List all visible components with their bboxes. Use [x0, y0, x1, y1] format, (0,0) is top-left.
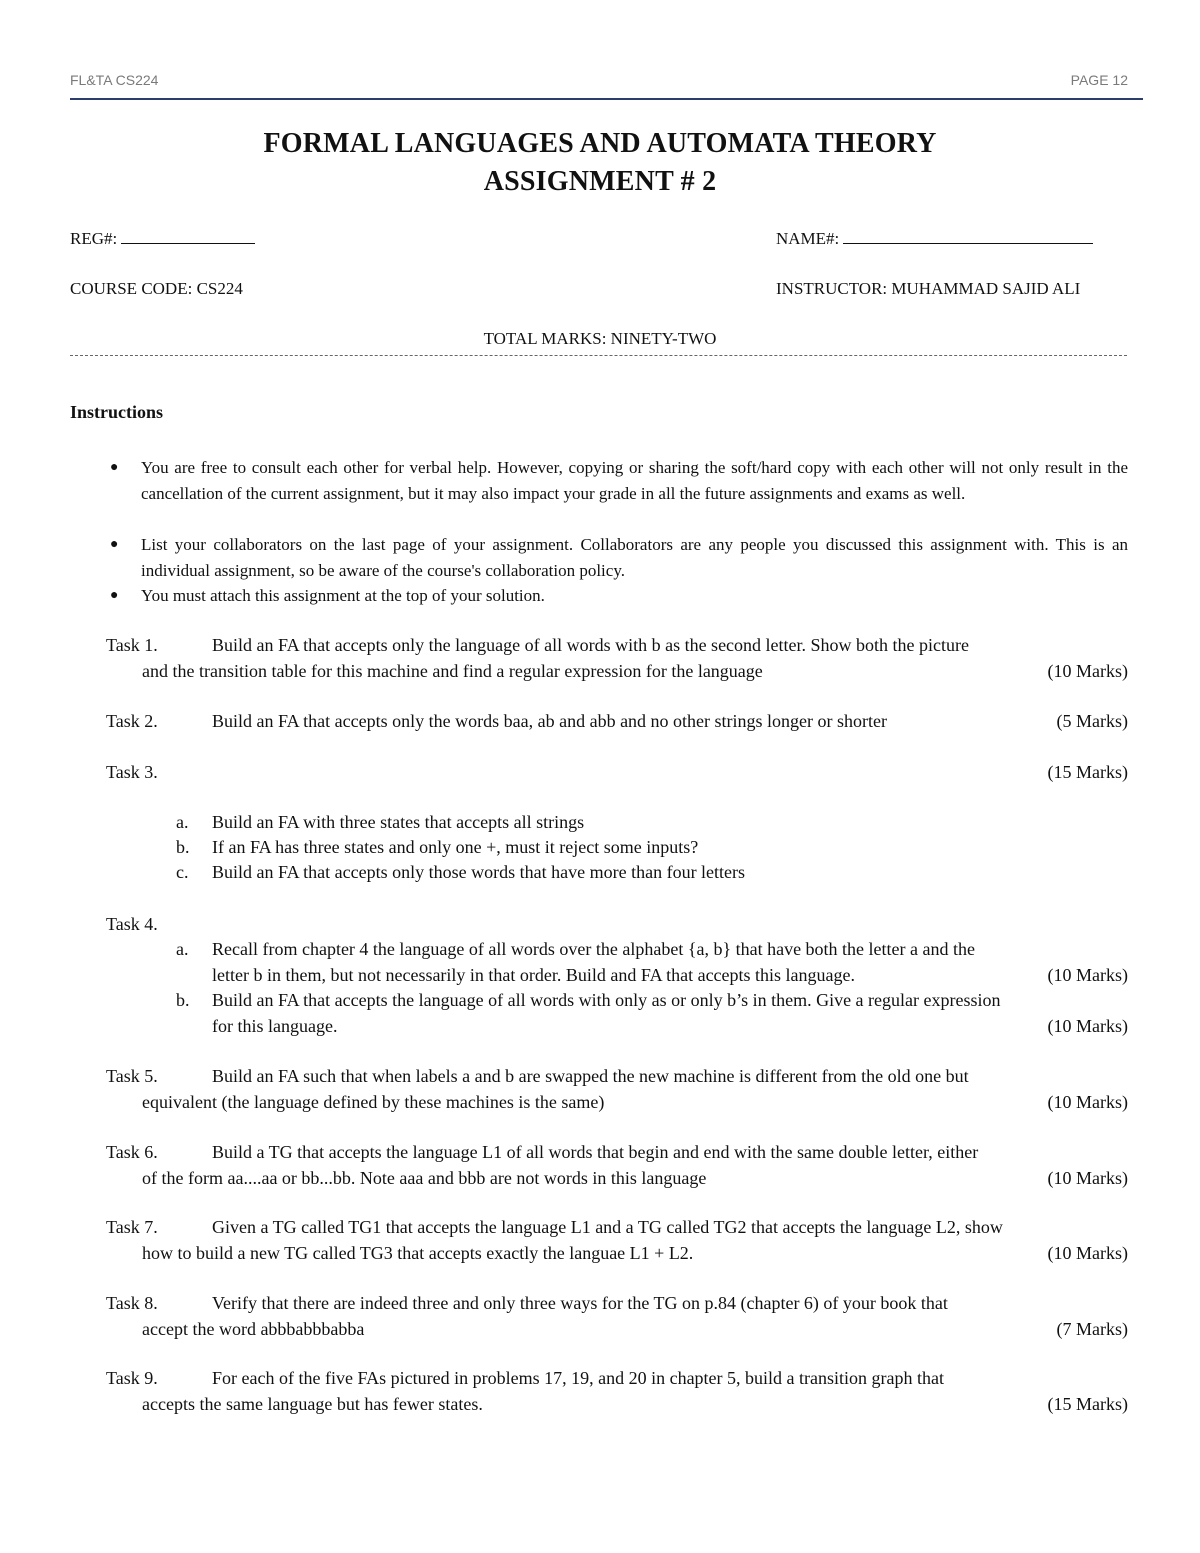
task-label: Task 2. [106, 711, 158, 731]
subtask-4b: b. Build an FA that accepts the language of all words with only as or only b’s in them. Give a regular expression for this language. (10 Marks) [176, 988, 1128, 1039]
header-rule [70, 98, 1143, 100]
task-text: For each of the five FAs pictured in problems 17, 19, and 20 in chapter 5, build a transition graph that [212, 1368, 944, 1388]
subtask-3a: a. Build an FA with three states that accepts all strings [176, 812, 585, 832]
task-text: Build an FA that accepts only the words baa, ab and abb and no other strings longer or shorter (5 Marks) [212, 709, 1128, 735]
name-blank [843, 228, 1093, 244]
task-text [212, 760, 1128, 786]
task-text: Given a TG called TG1 that accepts the language L1 and a TG called TG2 that accepts the language L2, show [212, 1217, 1003, 1237]
instruction-item: ● You must attach this assignment at the top of your solution. [106, 583, 1128, 609]
task-marks: (10 Marks) [1047, 1091, 1128, 1112]
subtask-3c: c. Build an FA that accepts only those words that have more than four letters [176, 862, 746, 882]
course-code: COURSE CODE: CS224 [70, 279, 243, 298]
name-field [776, 228, 1093, 249]
task-label: Task 1. [106, 635, 158, 655]
task-text: Build an FA that accepts only the language of all words with b as the second letter. Show both the picture [212, 635, 970, 655]
task-9: Task 9. For each of the five FAs pictured in problems 17, 19, and 20 in chapter 5, build a transition graph that accepts the same language but has fewer states. (15 Marks) [106, 1366, 1128, 1417]
page-header [70, 72, 1142, 92]
instructor: INSTRUCTOR: MUHAMMAD SAJID ALI [776, 279, 1081, 298]
task-2 [106, 709, 1128, 735]
task-label: Task 8. [106, 1293, 158, 1313]
task-marks: (15 Marks) [1047, 1393, 1128, 1414]
bullet-icon: ● [110, 588, 119, 603]
reg-field [70, 228, 255, 249]
task-label: Task 5. [106, 1066, 158, 1086]
total-marks: TOTAL MARKS: NINETY-TWO [483, 329, 717, 348]
task-label: Task 3. [106, 762, 158, 782]
task-3 [106, 760, 1128, 786]
instructions-heading: Instructions [70, 402, 164, 422]
task-marks: (10 Marks) [1047, 1015, 1128, 1036]
instruction-item: ● You are free to consult each other for verbal help. However, copying or sharing the soft/hard copy with each other will not only result in the cancellation of the current assignment, but it may also impact your grade in all the future assignments and exams as well. [106, 455, 1128, 506]
instruction-item: ● List your collaborators on the last page of your assignment. Collaborators are any people you discussed this assignment with. This is an individual assignment, so be aware of the course's collaboration policy. [106, 532, 1128, 583]
task-text: Build a TG that accepts the language L1 of all words that begin and end with the same double letter, either [212, 1142, 979, 1162]
task-text: Build an FA such that when labels a and b are swapped the new machine is different from the old one but [212, 1066, 969, 1086]
task-7: Task 7. Given a TG called TG1 that accepts the language L1 and a TG called TG2 that accepts the language L2, show how to build a new TG called TG3 that accepts exactly the languae L1 + L2. (10 Marks) [106, 1215, 1128, 1266]
task-5: Task 5. Build an FA such that when labels a and b are swapped the new machine is different from the old one but equivalent (the language defined by these machines is the same) (10 Marks) [106, 1064, 1128, 1115]
task-label: Task 9. [106, 1368, 158, 1388]
document-title: FORMAL LANGUAGES AND AUTOMATA THEORY [263, 128, 937, 159]
task-marks: (10 Marks) [1047, 1242, 1128, 1263]
reg-blank [121, 228, 255, 244]
assignment-title: ASSIGNMENT # 2 [483, 166, 717, 197]
task-label: Task 7. [106, 1217, 158, 1237]
task-text: Verify that there are indeed three and only three ways for the TG on p.84 (chapter 6) of your book that [212, 1293, 948, 1313]
bullet-icon: ● [110, 460, 119, 475]
name-label: NAME#: [776, 229, 840, 248]
dashed-separator [70, 355, 1127, 356]
task-label: Task 6. [106, 1142, 158, 1162]
bullet-icon: ● [110, 537, 119, 552]
task-marks: (10 Marks) [1047, 1167, 1128, 1188]
task-6: Task 6. Build a TG that accepts the language L1 of all words that begin and end with the same double letter, either of the form aa....aa or bb...bb. Note aaa and bbb are not words in this language (10 Marks) [106, 1140, 1128, 1191]
subtask-3b: b. If an FA has three states and only one +, must it reject some inputs? [176, 837, 699, 857]
task-4 [106, 912, 1128, 938]
task-marks: (5 Marks) [1056, 711, 1128, 731]
reg-label: REG#: [70, 229, 118, 248]
task-text-cont: and the transition table for this machine and find a regular expression for the language (10 Marks) [142, 659, 1128, 685]
task-8: Task 8. Verify that there are indeed three and only three ways for the TG on p.84 (chapter 6) of your book that accept the word abbbabbbabba (7 Marks) [106, 1291, 1128, 1342]
task-marks: (10 Marks) [1047, 660, 1128, 681]
task-marks: (15 Marks) [1047, 762, 1128, 782]
task-1 [106, 633, 1128, 684]
task-marks: (7 Marks) [1056, 1318, 1128, 1339]
page-number: PAGE 12 [1070, 72, 1128, 88]
task-marks: (10 Marks) [1047, 964, 1128, 985]
subtask-4a: a. Recall from chapter 4 the language of all words over the alphabet {a, b} that have both the letter a and the letter b in them, but not necessarily in that order. Build and FA that accepts this language. (10 Marks) [176, 937, 1128, 988]
task-label: Task 4. [106, 914, 158, 934]
course-header-label: FL&TA CS224 [70, 72, 159, 88]
